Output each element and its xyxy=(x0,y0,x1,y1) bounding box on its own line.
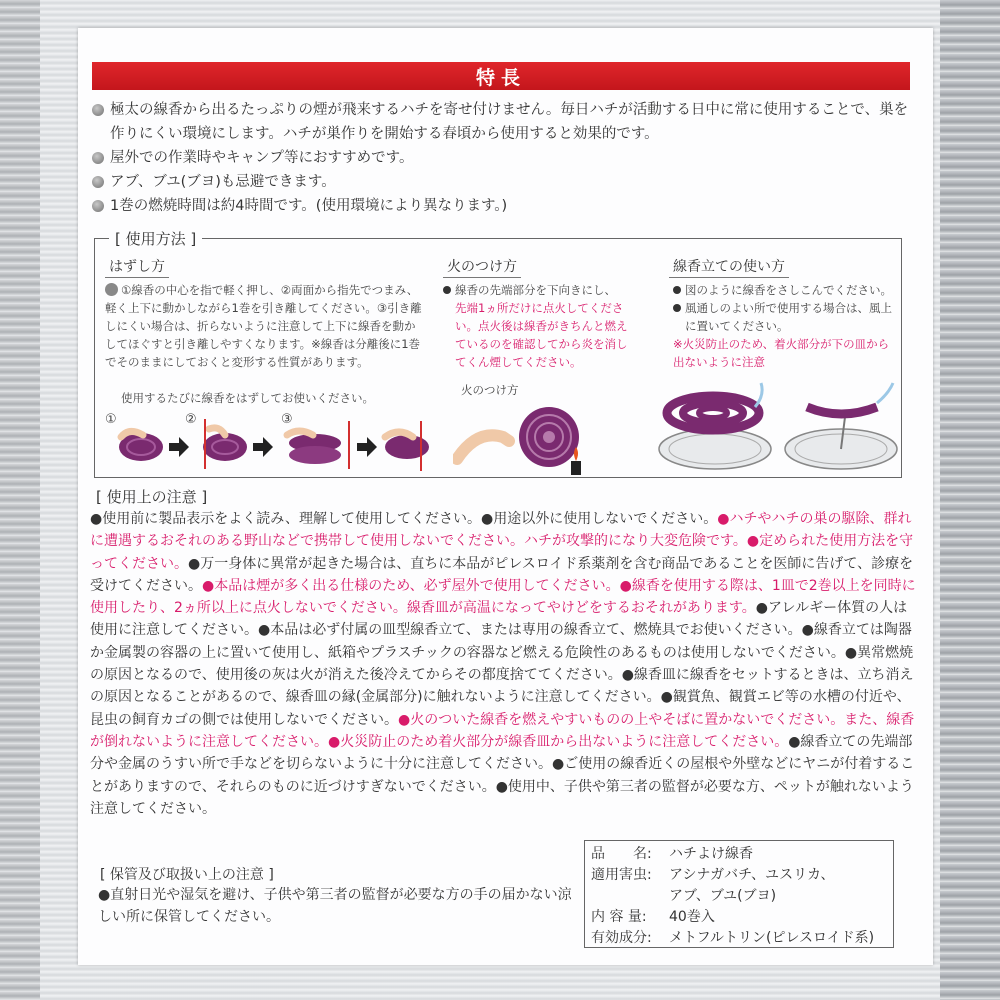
stand-warning: ※火災防止のため、着火部分が下の皿から出ないように注意 xyxy=(673,337,890,369)
box-frame-right xyxy=(940,0,1000,1000)
info-row xyxy=(591,865,893,886)
info-value: メトフルトリン(ピレスロイド系) xyxy=(669,930,875,946)
remove-steps-illustration xyxy=(101,407,441,473)
ignite-warning: 先端1ヵ所だけに点火してください。点火後は線香がきちんと燃えているのを確認してから炎を消してくん煙してください。 xyxy=(455,301,628,369)
info-value: ハチよけ線香 xyxy=(669,846,753,862)
info-row xyxy=(591,907,893,928)
storage-text: ●直射日光や湿気を避け、子供や第三者の監督が必要な方の手の届かない涼しい所に保管してください。 xyxy=(98,887,572,925)
info-value: アシナガバチ、ユスリカ、 xyxy=(669,867,835,883)
caution-warning: ●定められた使用方法を守ってください。 xyxy=(90,533,914,572)
bullet-icon xyxy=(105,283,118,296)
feature-item: 極太の線香から出るたっぷりの煙が飛来するハチを寄せ付けません。毎日ハチが活動する日中に常に使用することで、巣を作りにくい環境にします。ハチが巣作りを開始する春頃から使用すると効果的です。 xyxy=(90,98,920,146)
coil-icon xyxy=(807,407,877,414)
caution-warning: ●ハチやハチの巣の駆除、群れに遭遇するおそれのある野山などで携帯して使用しないでください。ハチが攻撃的になり大変危険です。 xyxy=(90,511,912,550)
stand-step: 風通しのよい所で使用する場合は、風上に置いてください。 xyxy=(673,299,895,335)
smoke-icon xyxy=(755,383,762,407)
caution-text xyxy=(90,508,916,820)
caution-segment: ●使用前に製品表示をよく読み、理解して使用してください。●用途以外に使用しないでください。 xyxy=(90,511,718,527)
info-row xyxy=(591,844,893,865)
feature-item: アブ、ブユ(ブヨ)も忌避できます。 xyxy=(90,170,920,194)
step-label: ① xyxy=(105,412,117,427)
caution-warning: ●火のついた線香を燃えやすいものの上やそばに置かないでください。また、線香が倒れないように注意してください。●火災防止のため着火部分が線香皿から出ないように注意してください。 xyxy=(90,711,915,750)
stand-illustration xyxy=(655,377,901,477)
product-info-box xyxy=(584,840,894,948)
features-list xyxy=(90,98,920,218)
remove-method-note: 使用するたびに線香をはずしてお使いください。 xyxy=(121,391,374,405)
info-key xyxy=(591,886,669,907)
features-title: 特長 xyxy=(92,62,910,90)
label-panel xyxy=(78,28,933,965)
ignite-illustration xyxy=(453,399,633,475)
ignite-step: 線香の先端部分を下向きにし、 xyxy=(443,281,633,299)
caution-warning: ●本品は煙が多く出る仕様のため、必ず屋外で使用してください。 xyxy=(202,577,620,594)
coil-icon xyxy=(119,431,163,461)
caution-segment: ●アレルギー体質の人は使用に注意してください。●本品は必ず付属の皿型線香立て、または専用の線香立て、燃焼具でお使いください。●線香立ては陶器か金属製の容器の上に置いて使用し、紙箱やプラスチックの容器など燃える危険性のあるものは使用しないでください。●異常燃焼の原因となるので、使用後の灰は火が消えた後冷えてからその都度捨ててください。●線香皿に線香をセットするときは、立ち消えの原因となることがあるので、線香皿の縁(金属部分)に触れないように注意してください。●観賞魚、観賞エビ等の水槽の付近や、昆虫の飼育カゴの側では使用しないでください。 xyxy=(90,600,914,728)
remove-method-title: はずし方 xyxy=(105,255,169,278)
coil-icon xyxy=(667,396,759,430)
info-row xyxy=(591,886,893,907)
step-label: ② xyxy=(185,412,197,427)
caution-warning: ●線香を使用する際は、1皿で2巻以上を同時に使用したり、2ヵ所以上に点火しないでください。線香皿が高温になってやけどをするおそれがあります。 xyxy=(90,577,916,617)
info-value: 40巻入 xyxy=(669,909,715,925)
caution-segment: ●線香立ての先端部分や金属のうすい所で手などを切らないように十分に注意してください。●ご使用の線香近くの屋根や外壁などにヤニが付着することがありますので、それらのものに近づけすぎないでください。●使用中、子供や第三者の監督が必要な方、ペットが触れないよう注意してください。 xyxy=(90,733,915,817)
info-key: 適用害虫: xyxy=(591,867,652,883)
hand-icon xyxy=(457,435,509,459)
feature-item: 1巻の燃焼時間は約4時間です。(使用環境により異なります。) xyxy=(90,194,920,218)
stand-step: 図のように線香をさしこんでください。 xyxy=(673,281,895,299)
coil-icon xyxy=(385,421,429,471)
remove-method-text xyxy=(105,281,425,371)
arrow-right-icon xyxy=(357,437,377,457)
stand-method-title: 線香立ての使い方 xyxy=(669,255,789,278)
ignite-method-text xyxy=(443,281,633,371)
caution-segment: ●万一身体に異常が起きた場合は、直ちに本品がピレスロイド系薬剤を含む商品であることを医師に告げて、診療を受けてください。 xyxy=(90,555,914,594)
step-label: ③ xyxy=(281,412,293,427)
arrow-right-icon xyxy=(169,437,189,457)
usage-instructions-box xyxy=(94,230,902,478)
remove-method-instructions: ①線香の中心を指で軽く押し、②両面から指先でつまみ、軽く上下に動かしながら1巻を引き離してください。③引き離しにくい場合は、折らないように注意して上下に線香を動かしてほぐすと引き離しやすくなります。※線香は分離後に1巻でそのままにしておくと変形する性質があります。 xyxy=(105,283,422,369)
feature-item: 屋外での作業時やキャンプ等におすすめです。 xyxy=(90,146,920,170)
info-key: 有効成分: xyxy=(591,930,652,946)
storage-header: [ 保管及び取扱い上の注意 ] xyxy=(100,867,274,883)
lighter-icon xyxy=(571,461,581,475)
ignite-method-title: 火のつけ方 xyxy=(443,255,521,278)
box-frame-left xyxy=(0,0,40,1000)
info-key: 内 容 量: xyxy=(591,909,647,925)
ignite-caption: 火のつけ方 xyxy=(461,383,519,397)
usage-header: [ 使用方法 ] xyxy=(109,228,202,249)
arrow-right-icon xyxy=(253,437,273,457)
caution-header: [ 使用上の注意 ] xyxy=(96,488,208,506)
stand-method-text xyxy=(673,281,895,371)
coil-icon xyxy=(203,419,247,469)
info-value: アブ、ブユ(ブヨ) xyxy=(669,888,777,904)
smoke-icon xyxy=(877,383,893,403)
plate-icon xyxy=(785,417,897,469)
info-key: 品 名: xyxy=(591,846,652,862)
info-row xyxy=(591,928,893,949)
coil-icon xyxy=(287,421,349,469)
plate-icon xyxy=(659,429,771,469)
coil-icon xyxy=(519,407,579,467)
